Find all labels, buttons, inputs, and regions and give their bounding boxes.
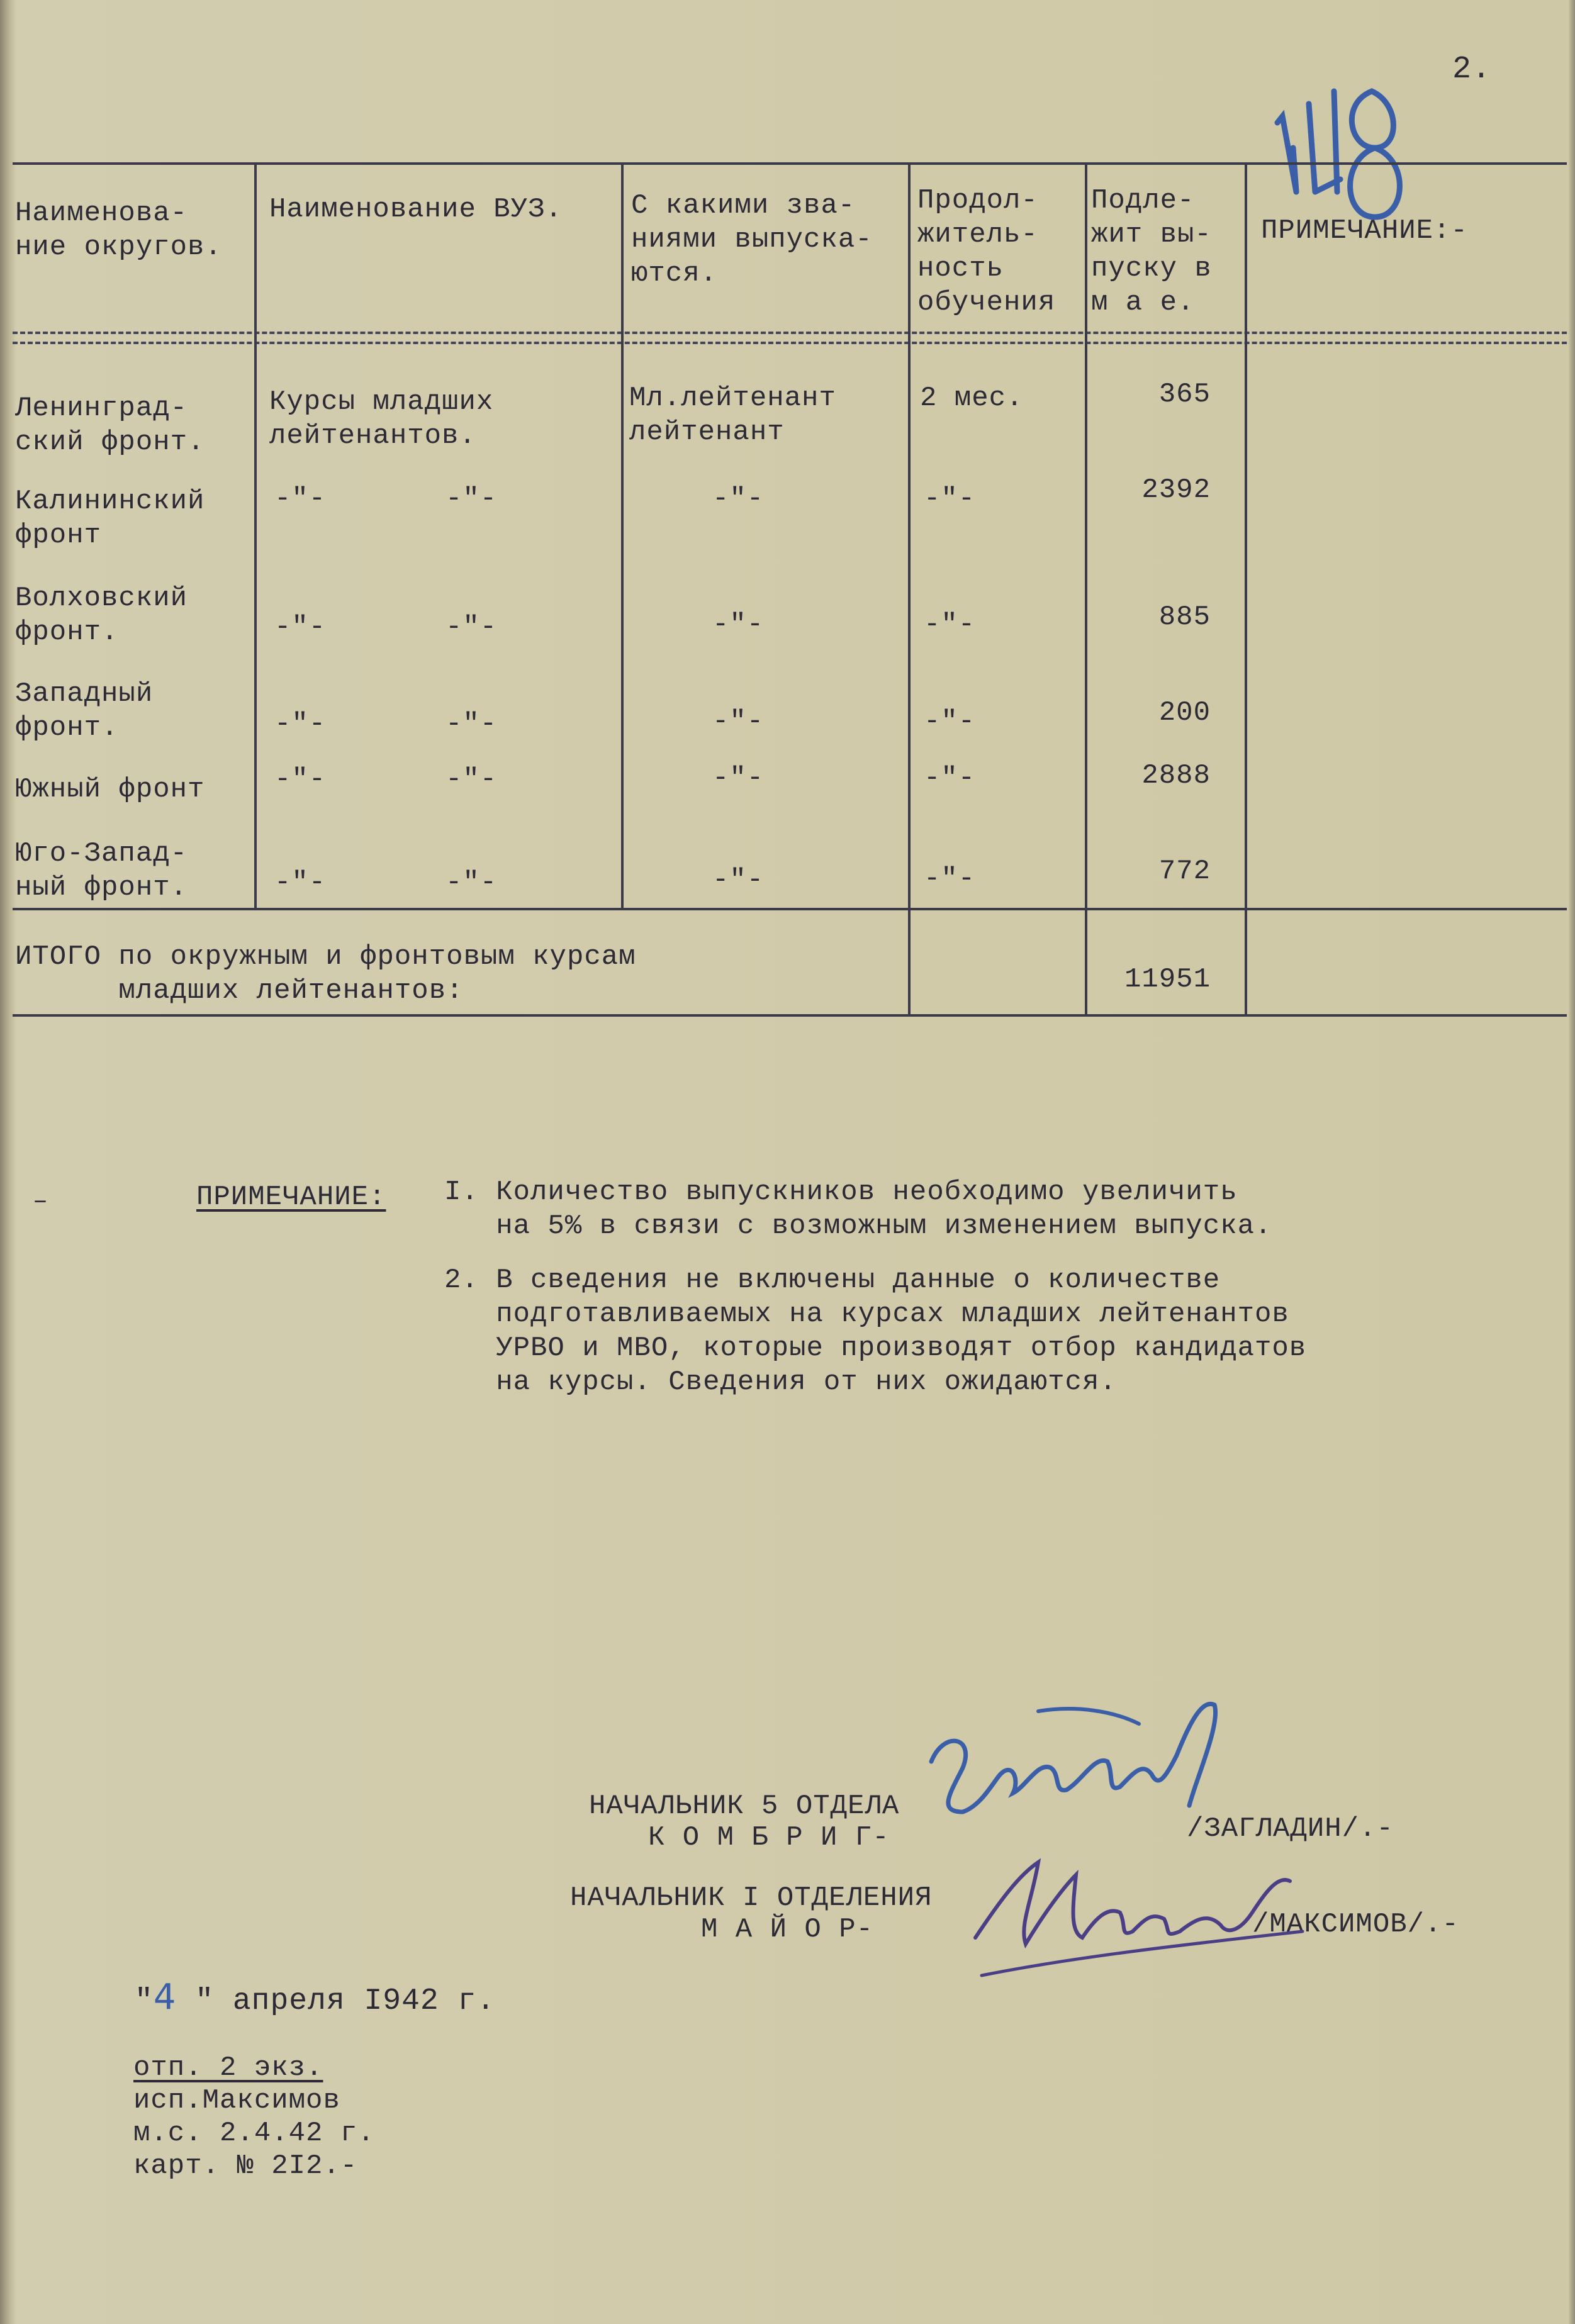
row-6-count: 772 — [1158, 856, 1211, 887]
row-3-district: Волховский фронт. — [15, 583, 188, 648]
row-4-district: Западный фронт. — [15, 678, 154, 744]
row-5-vuz-b: -"- — [446, 764, 498, 795]
table-bottom-rule — [13, 1014, 1567, 1017]
header-rank: С какими зва- ниями выпуска- ются. — [631, 190, 873, 289]
table-header-rule-1 — [13, 332, 1567, 334]
signature-1-title: НАЧАЛЬНИК 5 ОТДЕЛА — [589, 1790, 900, 1822]
signature-1-name: /ЗАГЛАДИН/.- — [1187, 1813, 1394, 1845]
row-1-vuz: Курсы младших лейтенантов. — [269, 386, 494, 452]
total-value: 11951 — [1124, 964, 1211, 995]
date-day-handwritten: 4 — [153, 1977, 177, 2018]
row-4-vuz-b: -"- — [446, 708, 498, 740]
row-5-duration: -"- — [924, 763, 976, 794]
notes-label: ПРИМЕЧАНИЕ: — [196, 1182, 386, 1213]
total-label: ИТОГО по окружным и фронтовым курсам младших лейтенантов: — [15, 941, 636, 1007]
row-4-count: 200 — [1158, 697, 1211, 729]
date-quote-open: " — [135, 1984, 154, 2018]
row-4-vuz-a: -"- — [274, 708, 327, 740]
signature-maksimov-handwritten — [963, 1837, 1315, 1988]
footer-copies: отп. 2 экз. — [133, 2052, 323, 2084]
row-5-count: 2888 — [1141, 760, 1211, 791]
note-1: I. Количество выпускников необходимо увеличить на 5% в связи с возможным изменением выпуска. — [444, 1176, 1272, 1242]
row-2-vuz-b: -"- — [446, 483, 498, 515]
row-2-vuz-a: -"- — [274, 483, 327, 515]
row-1-rank: Мл.лейтенант лейтенант — [629, 383, 836, 448]
row-6-vuz-a: -"- — [274, 867, 327, 898]
row-1-duration: 2 мес. — [920, 383, 1024, 414]
archive-number-text: 148 — [1265, 66, 1266, 67]
row-4-duration: -"- — [924, 706, 976, 737]
row-6-vuz-b: -"- — [446, 867, 498, 898]
row-2-count: 2392 — [1141, 474, 1211, 506]
signature-2-name: /МАКСИМОВ/.- — [1252, 1909, 1459, 1940]
col-divider-3 — [908, 162, 911, 1014]
row-2-rank: -"- — [712, 483, 765, 515]
row-2-duration: -"- — [924, 483, 976, 515]
col-divider-5 — [1245, 162, 1247, 1014]
row-6-duration: -"- — [924, 863, 976, 895]
footer-card: карт. № 2I2.- — [133, 2150, 358, 2182]
header-district: Наименова- ние округов. — [15, 198, 222, 263]
signature-2-title: НАЧАЛЬНИК I ОТДЕЛЕНИЯ — [570, 1882, 933, 1914]
footer-typist: м.с. 2.4.42 г. — [133, 2118, 375, 2149]
row-3-count: 885 — [1158, 601, 1211, 633]
header-duration: Продол- житель- ность обучения — [917, 185, 1056, 318]
col-divider-1 — [254, 162, 257, 908]
header-vuz: Наименование ВУЗ. — [269, 194, 563, 225]
row-6-district: Юго-Запад- ный фронт. — [15, 838, 188, 903]
table-total-top-rule — [13, 908, 1567, 910]
signature-1-rank: К О М Б Р И Г- — [648, 1822, 890, 1853]
table-header-rule-2 — [13, 342, 1567, 344]
row-5-vuz-a: -"- — [274, 764, 327, 795]
header-count: Подле- жит вы- пуску в м а е. — [1091, 185, 1212, 318]
row-6-rank: -"- — [712, 864, 765, 896]
paper-edge — [1569, 0, 1575, 2324]
header-note: ПРИМЕЧАНИЕ:- — [1261, 215, 1468, 247]
table-top-rule — [13, 162, 1567, 165]
row-5-rank: -"- — [712, 763, 765, 794]
page-number: 2. — [1452, 52, 1492, 87]
row-5-district: Южный фронт — [15, 774, 205, 805]
note-dash-mark: – — [33, 1188, 49, 1216]
signature-2-rank: М А Й О Р- — [701, 1914, 874, 1945]
signature-zagladin-handwritten — [925, 1686, 1227, 1837]
footer-executor: исп.Максимов — [133, 2085, 340, 2116]
row-3-vuz-a: -"- — [274, 612, 327, 643]
col-divider-2 — [621, 162, 624, 908]
row-1-count: 365 — [1158, 379, 1211, 410]
date-line — [135, 1977, 496, 2018]
row-3-rank: -"- — [712, 609, 765, 640]
row-4-rank: -"- — [712, 706, 765, 737]
col-divider-4 — [1085, 162, 1087, 1014]
date-rest: " апреля I942 г. — [176, 1984, 496, 2018]
note-2: 2. В сведения не включены данные о количестве подготавливаемых на курсах младших лейтенантов УРВО и МВО, которые производят отбор кандидатов на курсы. Сведения от них ожидаются. — [444, 1265, 1307, 1398]
row-2-district: Калининский фронт — [15, 486, 205, 551]
row-3-vuz-b: -"- — [446, 612, 498, 643]
row-3-duration: -"- — [924, 609, 976, 640]
row-1-district: Ленинград- ский фронт. — [15, 393, 205, 458]
